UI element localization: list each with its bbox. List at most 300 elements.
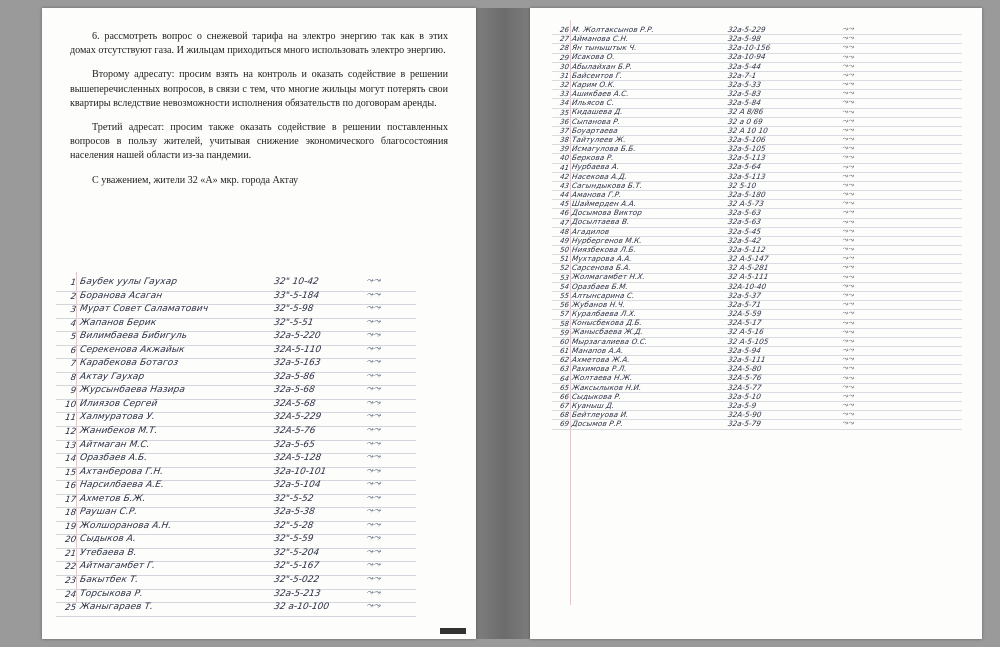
- signature-row-address: 32а-5-113: [727, 171, 767, 181]
- typed-paragraph-1: 6. рассмотреть вопрос о снежевой тарифа на электро энергию так как в этих домах отсутствуют газа. И жильцам приходиться много использовать электро энергию.: [70, 31, 448, 57]
- signature-row-address: 32 А-5-16: [727, 327, 765, 337]
- signature-row-signature: ⤳⤳: [364, 411, 382, 422]
- signature-row-name: Шаймерден А.А.: [571, 199, 638, 209]
- signature-row-name: Досылтаева В.: [571, 217, 631, 227]
- signature-row-signature: ⤳⤳: [840, 262, 856, 272]
- signature-row-signature: ⤳⤳: [840, 335, 856, 346]
- signature-row-name: Жолмагамбет Н.Х.: [571, 272, 646, 282]
- signature-row-address: 32а-5-86: [273, 371, 316, 382]
- signature-row-address: 32" 10-42: [273, 277, 320, 287]
- signature-row-number: 30: [559, 62, 570, 71]
- signature-row-signature: ⤳⤳: [364, 357, 382, 368]
- signature-row-address: 32а-5-113: [727, 153, 767, 163]
- signature-row-address: 32а-5-65: [273, 439, 316, 450]
- signature-row-signature: ⤳⤳: [840, 216, 856, 226]
- signature-row-address: 32а-10-101: [273, 466, 327, 477]
- signature-row-name: Карим О.К.: [571, 79, 617, 89]
- signature-row-signature: ⤳⤳: [840, 134, 856, 144]
- signature-row-number: 29: [559, 53, 570, 62]
- signature-row-address: 32а-5-38: [273, 507, 316, 518]
- signature-row-name: Айтмаган М.С.: [79, 439, 151, 450]
- signature-row-name: Жанибеков М.Т.: [79, 426, 159, 437]
- signature-row-name: Сыдыков А.: [79, 534, 137, 545]
- signature-row-number: 61: [559, 347, 570, 356]
- signature-row-name: Насекова А.Д.: [571, 171, 628, 181]
- signature-row-number: 49: [559, 236, 570, 245]
- signature-row-address: 32а-5-106: [727, 134, 767, 144]
- signature-row-signature: ⤳⤳: [840, 23, 856, 34]
- signature-row-number: 18: [64, 508, 77, 519]
- signature-row-name: Илиязов Сергей: [79, 398, 159, 409]
- signature-row-number: 55: [559, 291, 570, 300]
- signature-row-name: Бакытбек Т.: [79, 575, 140, 586]
- signature-row-address: 32"-5-98: [273, 304, 315, 315]
- signature-row-number: 7: [69, 359, 77, 370]
- signature-row-signature: ⤳⤳: [840, 143, 856, 153]
- signature-row-number: 13: [64, 440, 77, 451]
- signature-row-address: 32а-5-42: [727, 235, 762, 245]
- signature-row-address: 32а-5-84: [727, 98, 762, 108]
- signature-row-address: 32А-10-40: [727, 281, 767, 291]
- signature-row-address: 32а-5-45: [727, 226, 762, 236]
- signature-row-number: 1: [69, 278, 77, 288]
- signature-row-signature: ⤳⤳: [364, 451, 382, 463]
- signature-row-name: Мухтарова А.А.: [571, 254, 633, 264]
- signature-row: [56, 562, 416, 576]
- signature-row-number: 14: [64, 454, 77, 465]
- signature-row-address: 32А-5-229: [273, 412, 322, 423]
- typed-signoff: С уважением, жители 32 «А» мкр. города Актау: [92, 174, 299, 186]
- signature-row-signature: ⤳⤳: [840, 390, 856, 401]
- signature-row-number: 24: [64, 589, 77, 600]
- signature-row-signature: ⤳⤳: [364, 329, 382, 341]
- signature-row-address: 32А-5-128: [273, 453, 322, 464]
- signature-row-signature: ⤳⤳: [840, 69, 856, 80]
- signature-row-name: Байсеитов Г.: [571, 70, 624, 80]
- signature-row-number: 16: [64, 481, 77, 492]
- signature-row-name: Айманова С.Н.: [571, 33, 630, 43]
- signature-row-signature: ⤳⤳: [364, 546, 382, 558]
- signature-row-signature: ⤳⤳: [364, 289, 382, 300]
- signature-row-address: 32 5-10: [727, 180, 757, 190]
- signature-row-number: 69: [559, 420, 570, 429]
- signature-row-signature: ⤳⤳: [840, 372, 856, 382]
- signature-row-address: 32А-5-68: [273, 398, 317, 409]
- signature-row: [56, 576, 416, 590]
- signature-row-name: Ахметова Ж.А.: [571, 355, 631, 364]
- signature-row-signature: ⤳⤳: [840, 243, 856, 254]
- signature-row-address: 32А-5-77: [727, 382, 763, 392]
- signature-row-number: 21: [64, 548, 77, 559]
- signature-row-number: 23: [64, 576, 77, 587]
- signature-row-signature: ⤳⤳: [840, 253, 856, 263]
- signature-row-number: 45: [559, 200, 570, 209]
- signature-row-signature: ⤳⤳: [840, 280, 856, 290]
- signature-row: [56, 413, 416, 427]
- signature-row-address: 32"-5-022: [273, 575, 320, 586]
- signature-row-name: Журсынбаева Назира: [79, 385, 186, 396]
- signature-row-name: Серекенова Акжайык: [79, 344, 186, 355]
- signature-row-signature: ⤳⤳: [840, 207, 856, 217]
- signature-row-number: 59: [559, 328, 570, 337]
- signature-row-number: 5: [69, 332, 77, 343]
- signature-row-name: Ниязбекова Л.Б.: [571, 244, 637, 254]
- signature-row-name: Манапов А.А.: [571, 345, 625, 355]
- signature-row-signature: ⤳⤳: [840, 115, 856, 125]
- signature-row-signature: ⤳⤳: [364, 303, 382, 314]
- signature-row: [56, 600, 416, 617]
- signature-row-number: 19: [64, 521, 77, 532]
- signature-row-address: 32 А-5-105: [727, 336, 770, 346]
- signature-row-number: 60: [559, 337, 570, 346]
- signature-row-number: 25: [64, 603, 77, 614]
- signature-row-signature: ⤳⤳: [840, 106, 856, 116]
- signature-row-number: 57: [559, 310, 570, 319]
- signature-row-number: 42: [559, 172, 570, 181]
- signature-row-address: 32а-5-63: [727, 217, 762, 227]
- signature-row-number: 37: [559, 126, 570, 135]
- signature-row-name: Тайтулеев Ж.: [571, 134, 627, 144]
- signature-row-signature: ⤳⤳: [840, 78, 856, 89]
- signature-row-address: 32 А-5-281: [727, 263, 770, 273]
- signature-row-address: 32а-5-104: [273, 480, 322, 491]
- signature-row-signature: ⤳⤳: [840, 60, 856, 70]
- signature-row-number: 26: [559, 26, 570, 34]
- signature-row-name: Раушан С.Р.: [79, 507, 139, 518]
- signature-row-number: 50: [559, 246, 570, 255]
- signature-row-address: 32А-5-17: [727, 318, 763, 328]
- signature-row-address: 32А-5-80: [727, 364, 763, 374]
- signature-row-name: Сыпанова Р.: [571, 116, 621, 126]
- signature-row-signature: ⤳⤳: [840, 308, 856, 318]
- signature-row-number: 51: [559, 255, 570, 264]
- signature-row-number: 47: [559, 218, 570, 227]
- signature-row-address: 32а-5-64: [727, 162, 762, 172]
- signature-row-name: Утебаева В.: [79, 547, 138, 558]
- signature-row-address: 32а-5-10: [727, 391, 762, 401]
- signature-row: [56, 508, 416, 522]
- signature-row-signature: ⤳⤳: [364, 424, 382, 436]
- signature-row-signature: ⤳⤳: [840, 399, 856, 410]
- signature-row-address: 32 а 0 69: [727, 116, 764, 126]
- signature-row-name: Кидашева Д.: [571, 107, 624, 117]
- signature-row: [56, 535, 416, 549]
- signature-row-signature: ⤳⤳: [840, 354, 856, 364]
- signature-row-address: 32"-5-28: [273, 520, 315, 531]
- signature-row-name: Жубанов Н.Ч.: [571, 299, 627, 309]
- signature-row-number: 43: [559, 181, 570, 190]
- signature-table-right: [552, 23, 962, 430]
- signature-row-number: 39: [559, 145, 570, 154]
- signature-row-name: Досымова Виктор: [571, 208, 643, 218]
- signature-row-number: 8: [69, 372, 77, 383]
- signature-row-number: 64: [559, 374, 570, 383]
- signature-row-address: 32А-5-76: [727, 373, 763, 383]
- signature-row-signature: ⤳⤳: [364, 384, 382, 395]
- signature-row-name: Сагындыкова Б.Т.: [571, 180, 644, 190]
- signature-row-signature: ⤳⤳: [364, 478, 382, 490]
- signature-row-number: 15: [64, 467, 77, 478]
- signature-row-address: 32а-5-98: [727, 33, 762, 43]
- signature-row-number: 67: [559, 402, 570, 411]
- signature-row-name: Ашикбаев А.С.: [571, 89, 630, 99]
- signature-row-name: Агадилов: [571, 226, 611, 236]
- signature-row: [56, 478, 416, 495]
- signature-row-address: 32а-5-229: [727, 24, 767, 34]
- typed-text-block: [70, 30, 448, 188]
- signature-row-signature: ⤳⤳: [840, 317, 856, 327]
- signature-row-name: Карабекова Ботагоз: [79, 358, 179, 369]
- signature-row-signature: ⤳⤳: [364, 519, 382, 530]
- signature-row-signature: ⤳⤳: [840, 381, 856, 391]
- signature-row-address: 32а-5-63: [727, 208, 762, 218]
- signature-row-number: 27: [559, 35, 570, 44]
- signature-row-name: Вилимбаева Бибигуль: [79, 331, 188, 342]
- signature-row-address: 33"-5-184: [273, 290, 320, 301]
- signature-row-address: 32а-7-1: [727, 70, 758, 80]
- signature-row-signature: ⤳⤳: [840, 271, 856, 281]
- scan-marker: [440, 628, 466, 634]
- signature-row-address: 32"-5-52: [273, 493, 315, 504]
- signature-row-signature: ⤳⤳: [840, 97, 856, 107]
- signature-row-name: Жаксылыков Н.И.: [571, 382, 643, 392]
- signature-row-signature: ⤳⤳: [364, 560, 382, 571]
- signature-row-number: 53: [559, 273, 570, 282]
- signature-row-number: 4: [69, 318, 77, 329]
- signature-row-address: 32а-5-33: [727, 79, 762, 89]
- signature-table-left: [56, 275, 416, 617]
- signature-row-address: 32а-5-83: [727, 89, 762, 99]
- signature-row-number: 65: [559, 383, 570, 392]
- signature-row-address: 32а-5-71: [727, 299, 762, 309]
- signature-row-address: 32 А 8/86: [727, 107, 765, 117]
- signature-row-name: Баубек уулы Гаухар: [79, 277, 178, 287]
- signature-row-signature: ⤳⤳: [364, 316, 382, 327]
- signature-row-number: 34: [559, 99, 570, 108]
- signature-row-number: 2: [69, 291, 77, 302]
- signature-row-name: Ян тыныштык Ч.: [571, 43, 638, 53]
- signature-row-signature: ⤳⤳: [364, 506, 382, 517]
- signature-row-address: 32а-5-220: [273, 331, 322, 342]
- signature-row-name: Жолтаева Н.Ж.: [571, 373, 634, 383]
- signature-row-name: Ахметов Б.Ж.: [79, 493, 147, 504]
- signature-row-name: М. Жолтаксынов Р.Р.: [571, 24, 655, 34]
- signature-row-signature: ⤳⤳: [840, 33, 856, 43]
- signature-row-name: Халмуратова У.: [79, 412, 156, 423]
- signature-row-address: 32а-5-180: [727, 189, 767, 199]
- signature-row-signature: ⤳⤳: [840, 179, 856, 189]
- signature-row-number: 36: [559, 117, 570, 126]
- signature-row-address: 32а-5-94: [727, 345, 762, 355]
- signature-row-address: 32а-5-112: [727, 244, 767, 254]
- signature-row-name: Жапанов Берик: [79, 317, 157, 328]
- signature-row-address: 32А-5-59: [727, 309, 763, 319]
- signature-row-name: Куаныш Д.: [571, 400, 616, 410]
- signature-row-number: 32: [559, 81, 570, 90]
- signature-row-name: Конысбекова Д.Б.: [571, 318, 643, 328]
- signature-row-signature: ⤳⤳: [840, 124, 856, 134]
- signature-row-address: 32а-5-9: [727, 400, 758, 410]
- signature-row-signature: ⤳⤳: [364, 600, 382, 612]
- signature-row-address: 32А-5-76: [273, 426, 317, 437]
- signature-row-number: 11: [64, 413, 77, 424]
- signature-row-name: Жаныгараев Т.: [79, 602, 154, 613]
- signature-row-number: 9: [69, 386, 77, 397]
- signature-row-name: Досымов Р.Р.: [571, 419, 624, 429]
- signature-row-address: 32 А-5-147: [727, 254, 770, 264]
- signature-row-signature: ⤳⤳: [840, 234, 856, 245]
- signature-row-signature: ⤳⤳: [840, 88, 856, 98]
- signature-row-address: 32"-5-204: [273, 547, 320, 558]
- signature-row-signature: ⤳⤳: [364, 492, 382, 503]
- signature-row-signature: ⤳⤳: [840, 225, 856, 235]
- signature-row-name: Жанысбаева Ж.Д.: [571, 327, 644, 337]
- signature-row-signature: ⤳⤳: [840, 298, 856, 309]
- signature-row-signature: ⤳⤳: [840, 161, 856, 171]
- signature-row-signature: ⤳⤳: [364, 397, 382, 409]
- signature-row-number: 44: [559, 191, 570, 200]
- signature-row-name: Оразбаев Б.М.: [571, 281, 629, 291]
- signature-row-number: 38: [559, 136, 570, 145]
- signature-row-signature: ⤳⤳: [840, 198, 856, 208]
- signature-row-signature: ⤳⤳: [840, 363, 856, 373]
- signature-row-name: Сыдыкова Р.: [571, 391, 623, 401]
- signature-row-number: 12: [64, 427, 77, 438]
- signature-row-signature: ⤳⤳: [840, 51, 856, 61]
- signature-row: [56, 329, 416, 346]
- signature-row-number: 66: [559, 392, 570, 401]
- signature-row-name: Беркова Р.: [571, 153, 615, 163]
- signature-row-number: 58: [559, 319, 570, 328]
- signature-row-number: 33: [559, 90, 570, 99]
- signature-row-name: Исакова О.: [571, 52, 616, 62]
- signature-row-signature: ⤳⤳: [364, 438, 382, 449]
- signature-row: [56, 305, 416, 319]
- signature-row-number: 3: [69, 305, 77, 316]
- signature-row-address: 32"-5-167: [273, 561, 320, 572]
- signature-row-address: 32а-10-94: [727, 52, 767, 62]
- signature-row-number: 35: [559, 108, 570, 117]
- signature-row: [56, 451, 416, 468]
- signature-row-name: Нарсилбаева А.Е.: [79, 480, 165, 491]
- signature-row-signature: ⤳⤳: [840, 289, 856, 300]
- signature-row-address: 32А-5-110: [273, 344, 322, 355]
- signature-row-signature: ⤳⤳: [840, 42, 856, 52]
- signature-row-name: Сарсенова Б.А.: [571, 263, 632, 273]
- signature-row-signature: ⤳⤳: [840, 188, 856, 199]
- signature-row-address: 32а-5-213: [273, 588, 322, 599]
- signature-row-signature: ⤳⤳: [364, 370, 382, 381]
- signature-row-address: 32а-5-163: [273, 358, 322, 369]
- signature-row: [56, 275, 416, 292]
- signature-row-number: 40: [559, 154, 570, 163]
- signature-row-number: 48: [559, 227, 570, 236]
- signature-row-signature: ⤳⤳: [364, 343, 382, 354]
- signature-row-number: 41: [559, 163, 570, 172]
- signature-row-number: 62: [559, 356, 570, 365]
- signature-row-address: 32 а-10-100: [273, 602, 330, 613]
- signature-row-signature: ⤳⤳: [364, 574, 382, 585]
- signature-row-address: 32а-5-37: [727, 290, 762, 300]
- signature-row-address: 32"-5-59: [273, 534, 315, 545]
- signature-row-name: Бейтлеуова И.: [571, 410, 630, 420]
- signature-row-name: Рахимова Р.Л.: [571, 364, 628, 374]
- signature-row-signature: ⤳⤳: [364, 275, 382, 287]
- signature-row-name: Айтмагамбет Г.: [79, 561, 156, 572]
- signature-row-name: Аманова Г.Р.: [571, 189, 623, 199]
- signature-row-name: Мурат Совет Саламатович: [79, 304, 209, 315]
- typed-paragraph-2: Второму адресату: просим взять на контроль и оказать содействие в решении вышеперечисленных вопросов, в связи с тем, что многие жильцы могут потерять свои квартиры вследствие невозможности исполнения обязательств по договорам аренды.: [70, 69, 448, 109]
- signature-row-name: Куралбаева Л.Х.: [571, 309, 638, 319]
- signature-row: [56, 386, 416, 400]
- signature-row-address: 32 А-5-111: [727, 272, 770, 282]
- signature-row-address: 32а-5-44: [727, 61, 762, 71]
- signature-row-name: Ильясов С.: [571, 98, 616, 108]
- signature-row-number: 6: [69, 345, 77, 356]
- signature-row-name: Мырзагалиева О.С.: [571, 336, 649, 346]
- typed-paragraph-3: Третий адресат: просим также оказать содействие в решении поставленных вопросов в пользу жителей, учитывая снижение экономического благосостояния населения нашей области из-за пандемии.: [70, 122, 448, 162]
- signature-row-signature: ⤳⤳: [364, 587, 382, 598]
- signature-row-address: 32а-10-156: [727, 43, 771, 53]
- signature-row-name: Актау Гаухар: [79, 371, 145, 382]
- signature-row-name: Нурбергенов М.К.: [571, 235, 643, 245]
- signature-row-number: 63: [559, 365, 570, 374]
- signature-row-number: 22: [64, 562, 77, 573]
- signature-row-address: 32а-5-105: [727, 144, 767, 154]
- signature-row-number: 46: [559, 209, 570, 218]
- signature-row-signature: ⤳⤳: [840, 418, 856, 428]
- signature-row-number: 31: [559, 71, 570, 80]
- signature-row-address: 32а-5-68: [273, 385, 316, 396]
- signature-row-signature: ⤳⤳: [364, 533, 382, 544]
- signature-row-address: 32А-5-90: [727, 410, 763, 420]
- signature-row: [56, 424, 416, 441]
- signature-row-signature: ⤳⤳: [840, 409, 856, 419]
- signature-row-name: Торсыкова Р.: [79, 588, 144, 599]
- signature-row-number: 28: [559, 44, 570, 53]
- signature-row-number: 68: [559, 411, 570, 420]
- signature-row-address: 32а-5-111: [727, 355, 767, 364]
- signature-row-address: 32 А-5-73: [727, 199, 765, 209]
- signature-row: [56, 359, 416, 373]
- signature-row-address: 32а-5-79: [727, 419, 762, 429]
- signature-row-name: Жолшоранова А.Н.: [79, 520, 173, 531]
- signature-row-name: Нурбаева А.: [571, 162, 621, 172]
- signature-row-name: Ахтанберова Г.Н.: [79, 466, 165, 477]
- signature-row-number: 10: [64, 399, 77, 410]
- signature-row-name: Исмагулова Б.Б.: [571, 144, 637, 154]
- signature-row-number: 56: [559, 301, 570, 310]
- signature-row-number: 17: [64, 494, 77, 505]
- signature-row-number: 20: [64, 535, 77, 546]
- signature-row-signature: ⤳⤳: [364, 465, 382, 476]
- signature-row-number: 52: [559, 264, 570, 273]
- signature-row-name: Оразбаев А.Б.: [79, 453, 149, 464]
- signature-row-name: Боранова Асаган: [79, 290, 164, 301]
- signature-row-name: Алтынсарина С.: [571, 290, 636, 300]
- signature-row-signature: ⤳⤳: [840, 344, 856, 355]
- signature-row-signature: ⤳⤳: [840, 326, 856, 336]
- signature-row-name: Абылайхан Б.Р.: [571, 61, 634, 71]
- signature-row-address: 32"-5-51: [273, 317, 315, 328]
- signature-row-number: 54: [559, 282, 570, 291]
- signature-row-signature: ⤳⤳: [840, 170, 856, 180]
- page-gutter-shadow: [476, 8, 532, 639]
- signature-row-address: 32 А 10 10: [727, 125, 769, 135]
- signature-row-name: Боуартаева: [571, 125, 619, 135]
- signature-row: [552, 420, 962, 429]
- signature-row-signature: ⤳⤳: [840, 152, 856, 162]
